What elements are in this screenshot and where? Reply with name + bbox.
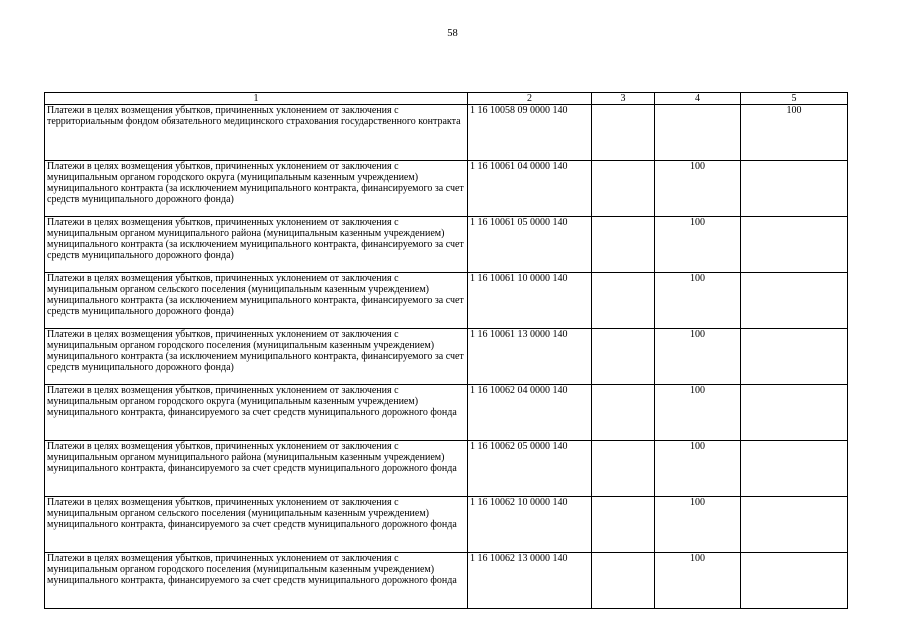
table-row: [45, 329, 848, 385]
row-col3: [592, 273, 655, 329]
row-description: Платежи в целях возмещения убытков, причиненных уклонением от заключения с муниципальным органом городского поселения (муниципальным казенным учреждением) муниципального контракта (за исключением муниципального контракта, финансируемого за счет средств муниципального дорожного фонда): [45, 329, 468, 385]
row-col5: [741, 217, 848, 273]
row-col3: [592, 329, 655, 385]
revenue-table: [44, 92, 848, 609]
row-col3: [592, 161, 655, 217]
row-code: 1 16 10061 10 0000 140: [468, 273, 592, 329]
column-header-1: 1: [45, 93, 468, 105]
row-col4: 100: [655, 441, 741, 497]
row-description: Платежи в целях возмещения убытков, причиненных уклонением от заключения с муниципальным органом муниципального района (муниципальным казенным учреждением) муниципального контракта, финансируемого за счет средств муниципального дорожного фонда: [45, 441, 468, 497]
row-code: 1 16 10061 05 0000 140: [468, 217, 592, 273]
row-col5: [741, 441, 848, 497]
row-code: 1 16 10062 10 0000 140: [468, 497, 592, 553]
row-code: 1 16 10062 13 0000 140: [468, 553, 592, 609]
row-col5: [741, 273, 848, 329]
row-col4: 100: [655, 553, 741, 609]
table-row: [45, 497, 848, 553]
row-code: 1 16 10061 04 0000 140: [468, 161, 592, 217]
row-col5: [741, 553, 848, 609]
row-col4: 100: [655, 329, 741, 385]
column-header-2: 2: [468, 93, 592, 105]
row-col5: [741, 385, 848, 441]
row-col4: [655, 105, 741, 161]
row-col4: 100: [655, 273, 741, 329]
column-header-5: 5: [741, 93, 848, 105]
table-row: [45, 217, 848, 273]
row-description: Платежи в целях возмещения убытков, причиненных уклонением от заключения с муниципальным органом муниципального района (муниципальным казенным учреждением) муниципального контракта (за исключением муниципального контракта, финансируемого за счет средств муниципального дорожного фонда): [45, 217, 468, 273]
row-col4: 100: [655, 161, 741, 217]
table-row: [45, 385, 848, 441]
row-col4: 100: [655, 385, 741, 441]
row-col3: [592, 385, 655, 441]
row-col4: 100: [655, 217, 741, 273]
column-number-row: [45, 93, 848, 105]
row-description: Платежи в целях возмещения убытков, причиненных уклонением от заключения с муниципальным органом городского поселения (муниципальным казенным учреждением) муниципального контракта, финансируемого за счет средств муниципального дорожного фонда: [45, 553, 468, 609]
row-description: Платежи в целях возмещения убытков, причиненных уклонением от заключения с муниципальным органом городского округа (муниципальным казенным учреждением) муниципального контракта (за исключением муниципального контракта, финансируемого за счет средств муниципального дорожного фонда): [45, 161, 468, 217]
row-description: Платежи в целях возмещения убытков, причиненных уклонением от заключения с муниципальным органом сельского поселения (муниципальным казенным учреждением) муниципального контракта, финансируемого за счет средств муниципального дорожного фонда: [45, 497, 468, 553]
row-col3: [592, 217, 655, 273]
row-col3: [592, 553, 655, 609]
row-col5: [741, 497, 848, 553]
row-col5: [741, 161, 848, 217]
column-header-4: 4: [655, 93, 741, 105]
row-description: Платежи в целях возмещения убытков, причиненных уклонением от заключения с территориальным фондом обязательного медицинского страхования государственного контракта: [45, 105, 468, 161]
table-row: [45, 105, 848, 161]
page-number: 58: [447, 28, 458, 39]
table-row: [45, 441, 848, 497]
row-col5: 100: [741, 105, 848, 161]
column-header-3: 3: [592, 93, 655, 105]
row-col3: [592, 105, 655, 161]
row-code: 1 16 10061 13 0000 140: [468, 329, 592, 385]
table-row: [45, 553, 848, 609]
table-row: [45, 273, 848, 329]
table-row: [45, 161, 848, 217]
row-col5: [741, 329, 848, 385]
row-col3: [592, 497, 655, 553]
row-code: 1 16 10062 04 0000 140: [468, 385, 592, 441]
row-col4: 100: [655, 497, 741, 553]
row-code: 1 16 10058 09 0000 140: [468, 105, 592, 161]
row-description: Платежи в целях возмещения убытков, причиненных уклонением от заключения с муниципальным органом городского округа (муниципальным казенным учреждением) муниципального контракта, финансируемого за счет средств муниципального дорожного фонда: [45, 385, 468, 441]
row-code: 1 16 10062 05 0000 140: [468, 441, 592, 497]
row-col3: [592, 441, 655, 497]
row-description: Платежи в целях возмещения убытков, причиненных уклонением от заключения с муниципальным органом сельского поселения (муниципальным казенным учреждением) муниципального контракта (за исключением муниципального контракта, финансируемого за счет средств муниципального дорожного фонда): [45, 273, 468, 329]
